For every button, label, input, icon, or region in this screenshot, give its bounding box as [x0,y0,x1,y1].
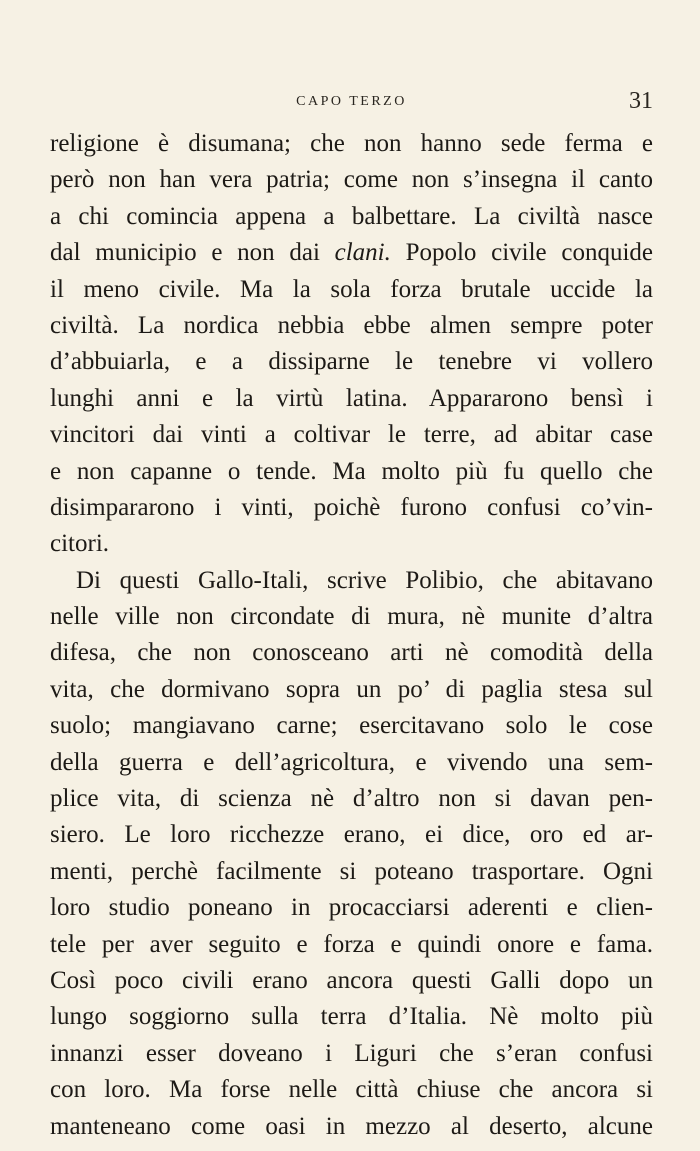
text-line: plice vita, di scienza nè d’altro non si davan pen- [50,785,653,813]
text-line: disimpararono i vinti, poichè furono confusi co’vin- [50,493,653,521]
text-line: innanzi esser doveano i Liguri che s’eran confusi [50,1039,653,1067]
text-line: d’abbuiarla, e a dissiparne le tenebre vi vollero [50,348,653,376]
page-number: 31 [629,88,653,114]
text-line: lunghi anni e la virtù latina. Appararono bensì i [50,384,653,412]
text-line: suolo; mangiavano carne; esercitavano solo le cose [50,712,653,740]
italic-word: clani. [334,239,391,267]
text-line: citori. [50,530,110,558]
text-line: siero. Le loro ricchezze erano, ei dice, oro ed ar- [50,821,653,849]
text-line: manteneano come oasi in mezzo al deserto, alcune [50,1112,653,1140]
text-line: civiltà. La nordica nebbia ebbe almen sempre poter [50,311,653,339]
text-line: lungo soggiorno sulla terra d’Italia. Nè molto più [50,1003,653,1031]
text-line: Così poco civili erano ancora questi Galli dopo un [50,966,653,994]
text-line: della guerra e dell’agricoltura, e vivendo una sem- [50,748,653,776]
running-head: CAPO TERZO [296,94,407,109]
text-segment: Popolo civile conquide [390,239,653,267]
text-line: però non han vera patria; come non s’insegna il canto [50,166,653,194]
text-segment: dal municipio e non dai [50,239,335,267]
text-line: a chi comincia appena a balbettare. La civiltà nasce [50,202,653,230]
body-text [50,126,653,1145]
text-line: religione è disumana; che non hanno sede ferma e [50,130,653,157]
text-line: menti, perchè facilmente si poteano trasportare. Ogni [50,857,653,885]
text-line: tele per aver seguito e forza e quindi onore e fama. [50,930,653,958]
text-line: vita, che dormivano sopra un po’ di paglia stesa sul [50,675,653,703]
text-line: con loro. Ma forse nelle città chiuse che ancora si [50,1076,653,1104]
text-line [50,235,653,271]
text-line: il meno civile. Ma la sola forza brutale uccide la [50,275,653,303]
text-line: e non capanne o tende. Ma molto più fu quello che [50,457,653,485]
paragraph-first-line: Di questi Gallo-Itali, scrive Polibio, che abitavano [76,566,653,594]
page-header [50,88,653,116]
text-line: nelle ville non circondate di mura, nè munite d’altra [50,603,653,631]
text-line: difesa, che non conosceano arti nè comodità della [50,639,653,667]
text-line: loro studio poneano in procacciarsi aderenti e clien- [50,894,653,922]
text-line: vincitori dai vinti a coltivar le terre, ad abitar case [50,421,653,449]
